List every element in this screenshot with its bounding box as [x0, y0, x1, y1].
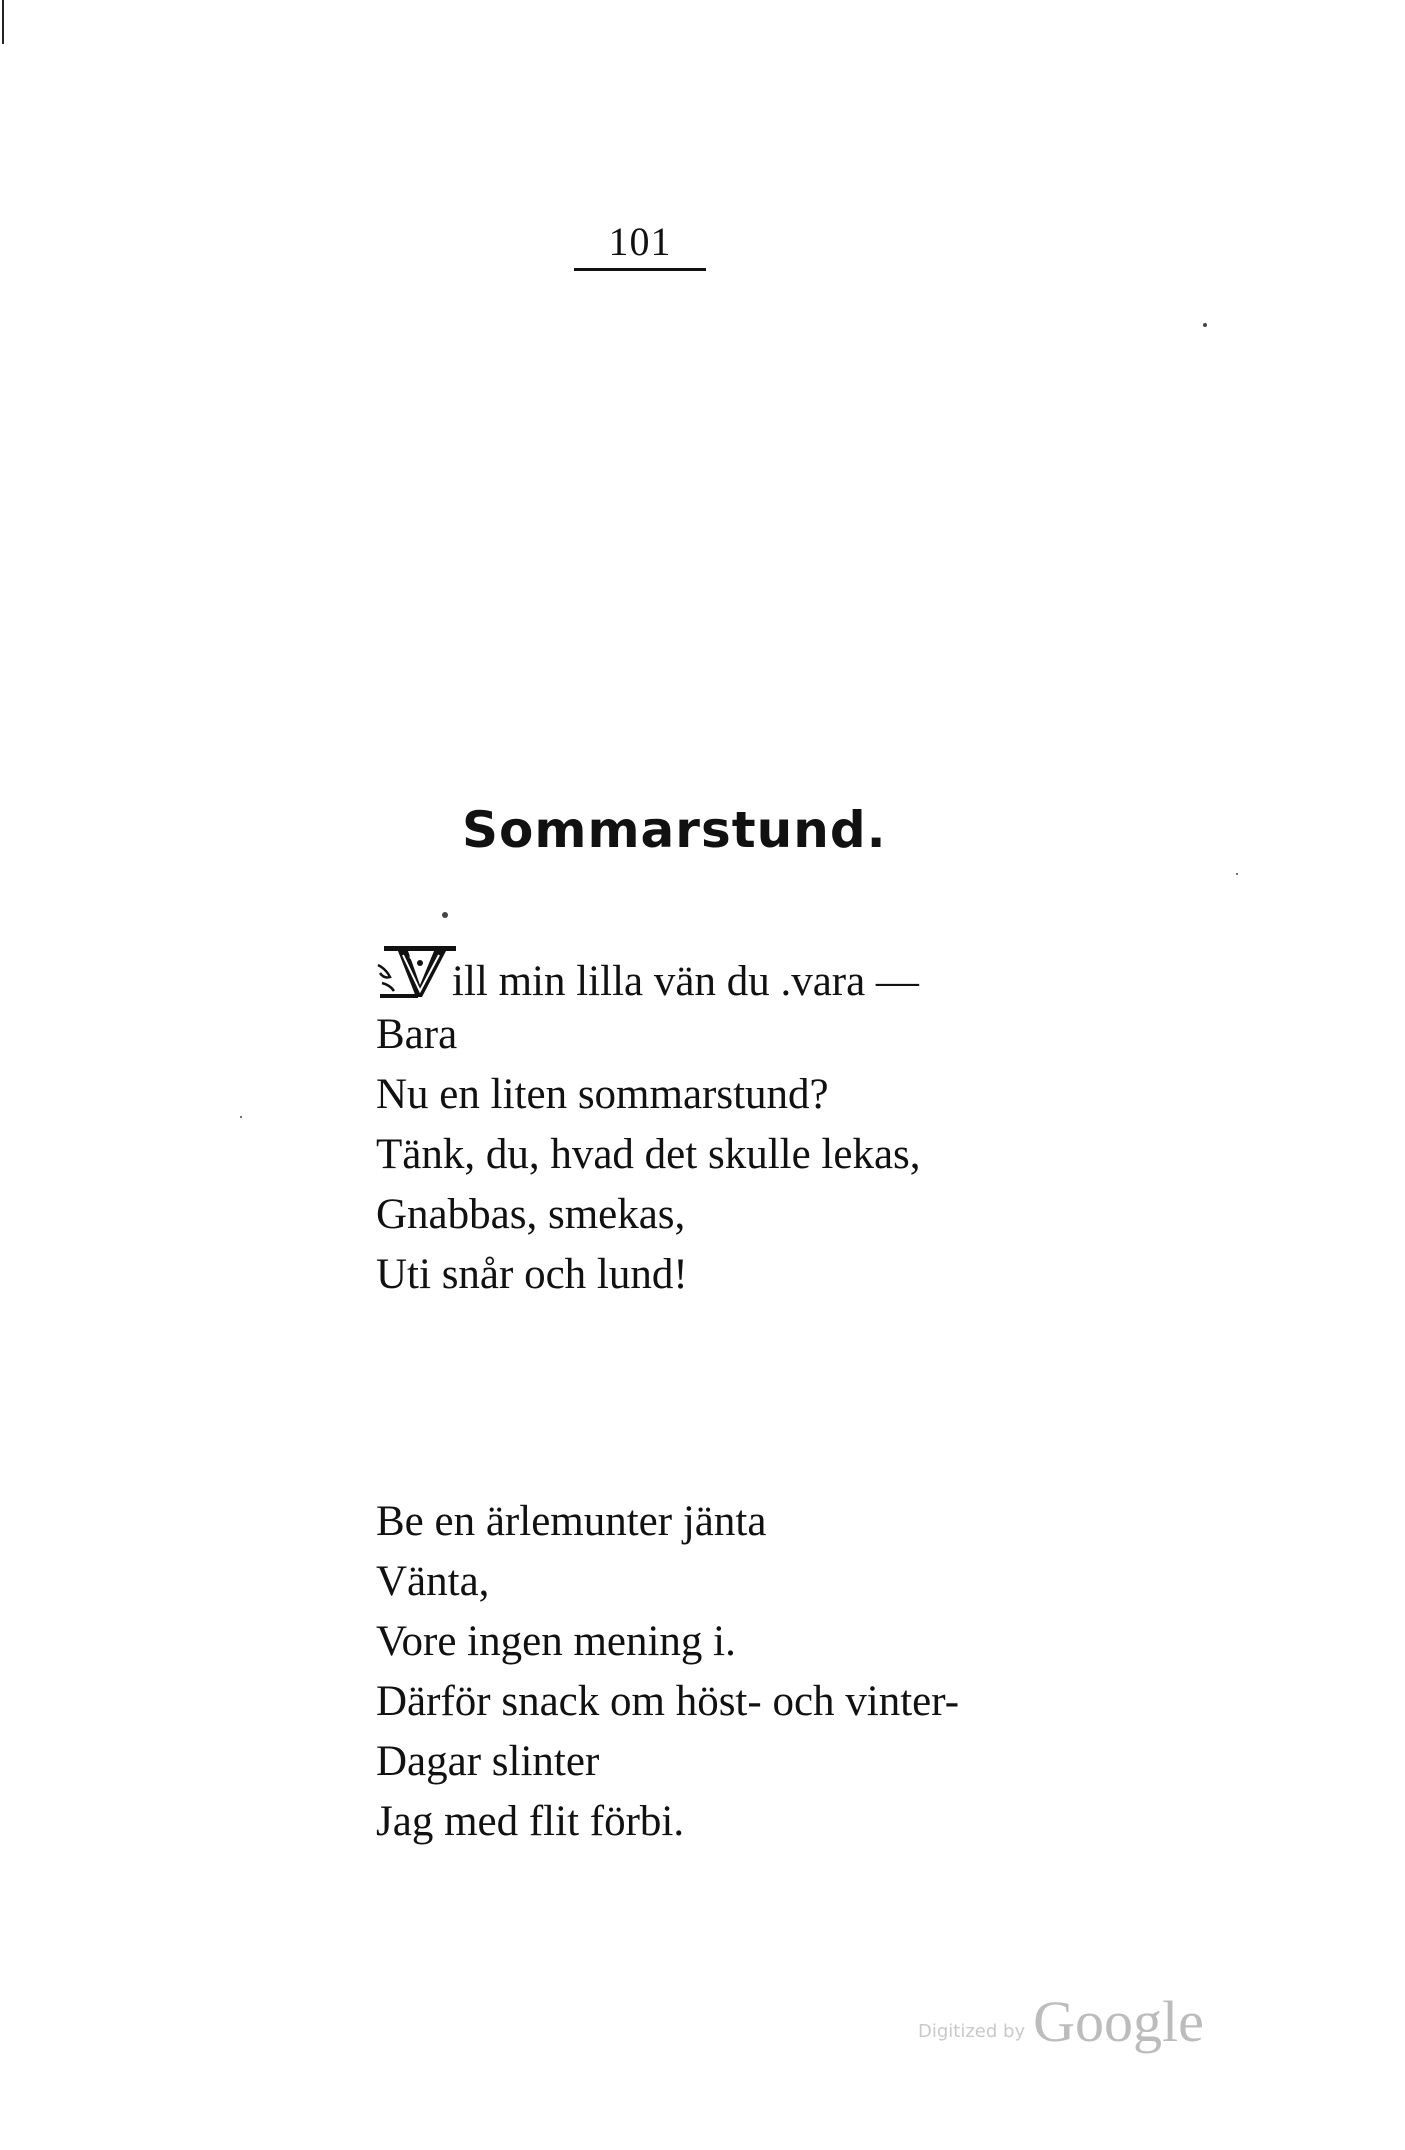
page-number-rule	[574, 268, 706, 271]
page-number: 101	[608, 219, 672, 264]
scan-speck	[240, 1116, 242, 1118]
scan-speck	[1236, 873, 1238, 875]
poem-title: Sommarstund.	[462, 801, 887, 859]
poem-line: Tänk, du, hvad det skulle lekas,	[376, 1131, 921, 1178]
poem-line: Nu en liten sommarstund?	[376, 1071, 829, 1118]
decorative-initial-v-icon	[376, 945, 462, 999]
stanza-1	[376, 945, 921, 1305]
poem-line: Be en ärlemunter jänta	[376, 1498, 767, 1545]
google-logo: Google	[1033, 1989, 1204, 2054]
poem-line: Därför snack om höst- och vinter-	[376, 1678, 960, 1725]
poem-line: Vänta,	[376, 1558, 490, 1605]
digitized-watermark	[918, 1988, 1204, 2055]
scan-speck	[442, 912, 448, 918]
poem-line: Vore ingen mening i.	[376, 1618, 736, 1665]
poem-line: Gnabbas, smekas,	[376, 1191, 686, 1238]
first-line-text: ill min lilla vän du .vara —	[452, 958, 919, 1005]
poem-line: Jag med flit förbi.	[376, 1798, 685, 1845]
poem-line	[376, 945, 921, 1005]
poem-line: Dagar slinter	[376, 1738, 600, 1785]
watermark-prefix: Digitized by	[918, 2021, 1026, 2042]
scan-edge-mark	[2, 0, 4, 44]
scan-speck	[1203, 323, 1207, 327]
poem-line: Uti snår och lund!	[376, 1251, 688, 1298]
poem-line: Bara	[376, 1011, 458, 1058]
decorative-initial-v	[376, 945, 462, 999]
stanza-2	[376, 1492, 959, 1852]
